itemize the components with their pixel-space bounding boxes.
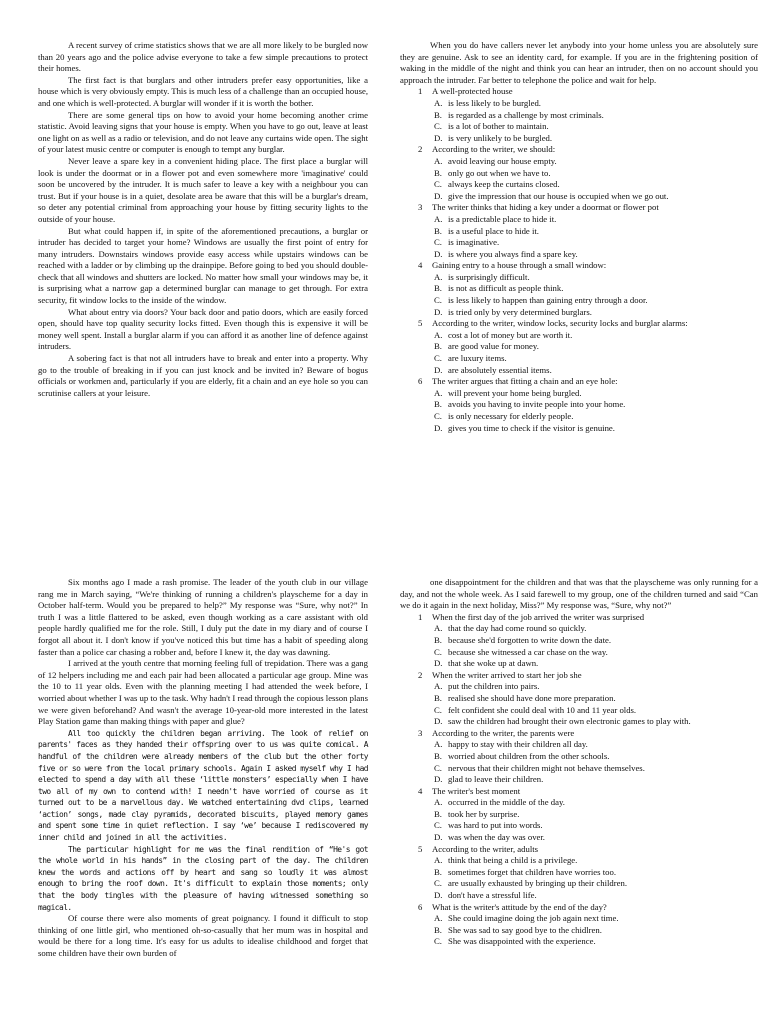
question-stem-row: [400, 376, 758, 388]
option-letter: D.: [434, 832, 443, 843]
answer-option: [400, 751, 758, 763]
answer-option: [400, 365, 758, 377]
option-letter: C.: [434, 762, 442, 773]
option-text: give the impression that our house is occupied when we go out.: [448, 190, 669, 201]
answer-option: [400, 647, 758, 659]
option-text: She was disappointed with the experience.: [448, 936, 596, 947]
answer-option: [400, 226, 758, 238]
answer-option: [400, 739, 758, 751]
option-letter: C.: [434, 704, 442, 715]
option-text: are absolutely essential items.: [448, 364, 552, 375]
option-letter: C.: [434, 295, 442, 306]
answer-option: [400, 272, 758, 284]
answer-option: [400, 913, 758, 925]
paragraph: A sobering fact is that not all intruders have to break and enter into a property. Why go to the trouble of breaking in if you can just knock and be invited in? Beware of bogus officials or workmen and, particularly if you are elderly, fit a chain and an eye hole so you can scrutinise callers at your leisure.: [38, 353, 368, 398]
question: [400, 786, 758, 844]
question-number: 3: [418, 727, 423, 738]
option-letter: D.: [434, 422, 443, 433]
answer-option: [400, 423, 758, 435]
option-text: was when the day was over.: [448, 832, 545, 843]
option-text: avoids you having to invite people into your home.: [448, 399, 626, 410]
answer-option: [400, 191, 758, 203]
answer-option: [400, 867, 758, 879]
answer-option: [400, 168, 758, 180]
answer-option: [400, 179, 758, 191]
question: [400, 86, 758, 144]
option-letter: A.: [434, 797, 443, 808]
question: [400, 844, 758, 902]
option-letter: C.: [434, 411, 442, 421]
option-letter: A.: [434, 271, 443, 282]
option-text: because she witnessed a car chase on the way.: [448, 646, 608, 657]
option-letter: B.: [434, 225, 442, 236]
answer-option: [400, 681, 758, 693]
option-letter: B.: [434, 634, 442, 645]
option-text: is a useful place to hide it.: [448, 225, 539, 236]
paragraph: Never leave a spare key in a convenient hiding place. The first place a burglar will look is under the doormat or in a flower pot and even somewhere more 'imaginative' could soon be uncovered by the intruder. It is much safer to leave a key with a neighbour you can trust. But if your house is in a quiet, desolate area be aware that this will be a burglar's dream, so deter any potential criminal from approaching your house by fitting security lights to the outside of your house.: [38, 155, 368, 224]
option-letter: B.: [434, 341, 442, 352]
question-stem: According to the writer, we should:: [432, 144, 556, 155]
answer-option: [400, 623, 758, 635]
paragraph: What about entry via doors? Your back door and patio doors, which are easily forced open, should have top quality security locks fitted. Even though this is expensive it will be money well spent. Install a burglar alarm if you can afford it as another line of defence against intruders.: [38, 306, 368, 352]
answer-option: [400, 855, 758, 867]
question-number: 5: [418, 843, 423, 854]
passage-2-column-left: [38, 577, 368, 960]
question-stem-row: [400, 144, 758, 156]
option-text: felt confident she could deal with 10 and 11 year olds.: [448, 704, 637, 715]
option-text: that she woke up at dawn.: [448, 658, 539, 669]
answer-option: [400, 763, 758, 775]
answer-option: [400, 635, 758, 647]
option-text: is not as difficult as people think.: [448, 283, 564, 294]
paragraph: A recent survey of crime statistics shows that we are all more likely to be burgled now than 20 years ago and the police advise everyone to take a few simple precautions to protect their homes.: [38, 40, 368, 74]
option-letter: A.: [434, 213, 443, 224]
option-text: gives you time to check if the visitor is genuine.: [448, 422, 615, 433]
question-stem: The writer's best moment: [432, 785, 521, 796]
answer-option: [400, 353, 758, 365]
option-text: is tried only by very determined burglars.: [448, 306, 592, 317]
question-stem: A well-protected house: [432, 86, 513, 97]
paragraph: I arrived at the youth centre that morning feeling full of trepidation. There was a gang of 12 helpers including me and each pair had been allocated a particular age group. Mine was the 10 to 11 year olds. Even with the planning meeting I had attended the week before, I worried about whether I was up to the task. Why hadn't I read through the copious lesson plans we were given beforehand? And wasn't the average 10-year-old more interested in the latest Play Station game than making things with paper and glue?: [38, 658, 369, 727]
option-text: are usually exhausted by bringing up their children.: [448, 878, 628, 889]
question: [400, 260, 758, 318]
answer-option: [400, 98, 758, 110]
answer-option: [400, 716, 758, 728]
option-text: nervous that their children might not behave themselves.: [448, 762, 645, 773]
question: [400, 670, 758, 728]
option-text: is less likely to be burgled.: [448, 97, 541, 108]
question-stem-row: [400, 260, 758, 272]
option-text: glad to leave their children.: [448, 774, 544, 785]
answer-option: [400, 295, 758, 307]
question: [400, 728, 758, 786]
option-letter: A.: [434, 329, 443, 340]
option-letter: D.: [434, 890, 443, 901]
answer-option: [400, 156, 758, 168]
answer-option: [400, 307, 758, 319]
question-stem: According to the writer, the parents were: [432, 727, 575, 738]
option-letter: A.: [434, 681, 443, 692]
option-letter: A.: [434, 623, 443, 634]
question: [400, 612, 758, 670]
passage-2-column-right: [400, 577, 758, 948]
paragraph: But what could happen if, in spite of the aforementioned precautions, a burglar or intruder has decided to target your home? Windows are usually the first point of entry for many intruders. Downstairs windows provide easy access while upstairs windows can be reached with a ladder or by climbing up the drainpipe. Before going to bed you should double-check that all windows and shutters are locked. No matter how small your windows may be, it is surprising what a narrow gap a determined burglar can manage to get through. For extra security, fit window locks to the inside of the window.: [38, 225, 368, 306]
answer-option: [400, 797, 758, 809]
option-text: happy to stay with their children all day.: [448, 739, 588, 750]
option-letter: A.: [434, 155, 443, 166]
option-letter: C.: [434, 353, 442, 364]
question-number: 2: [418, 144, 423, 155]
paragraph: The first fact is that burglars and other intruders prefer easy opportunities, like a house which is very obviously empty. This is much less of a challenge than an occupied house, and one which is well-protected. A burglar will wonder if it is worth the bother.: [38, 74, 368, 108]
question-stem-row: [400, 786, 758, 798]
paragraph: All too quickly the children began arriving. The look of relief on parents' faces as they handed their offspring over to us was quite comical. A handful of the children were already members of the club but the other forty five or so were from the local primary schools. Again I asked myself why I had elected to spend a day with all these ‘little monsters’ especially when I have two all of my own to contend with! I needn't have worried of course as it turned out to be a marvellous day. We watched entertaining dvd clips, learned ‘action’ songs, made clay pyramids, decorated biscuits, played memory games and spent some time in quiet reflection. I say ‘we’ because I rediscovered my inner child and joined in all the activities.: [38, 728, 368, 843]
option-letter: C.: [434, 878, 442, 889]
paragraph: There are some general tips on how to avoid your home becoming another crime statistic. Avoid leaving signs that your house is empty. When you have to go out, leave at least one light on as well as a radio or television, and do not leave any curtains wide open. The sight of your latest music centre or computer is enough to tempt any burglar.: [38, 109, 368, 155]
answer-option: [400, 110, 758, 122]
question-stem-row: [400, 86, 758, 98]
option-text: are luxury items.: [448, 353, 507, 364]
answer-option: [400, 658, 758, 670]
option-letter: A.: [434, 739, 443, 750]
answer-option: [400, 341, 758, 353]
option-letter: B.: [434, 924, 442, 935]
option-letter: C.: [434, 179, 442, 190]
answer-option: [400, 133, 758, 145]
option-text: always keep the curtains closed.: [448, 179, 560, 190]
question-stem: What is the writer's attitude by the end of the day?: [432, 901, 607, 912]
passage-1-column-right: [400, 40, 758, 434]
question-stem-row: [400, 612, 758, 624]
option-letter: B.: [434, 399, 442, 410]
question-number: 1: [418, 611, 423, 622]
answer-option: [400, 330, 758, 342]
answer-option: [400, 214, 758, 226]
answer-option: [400, 820, 758, 832]
option-text: is very unlikely to be burgled.: [448, 132, 553, 143]
passage-1-column-left: [38, 40, 368, 399]
option-letter: A.: [434, 97, 443, 108]
option-text: is only necessary for elderly people.: [448, 411, 574, 421]
option-text: is a lot of bother to maintain.: [448, 121, 549, 132]
option-text: is less likely to happen than gaining entry through a door.: [448, 295, 648, 306]
option-text: She could imagine doing the job again next time.: [448, 913, 619, 924]
option-letter: A.: [434, 387, 443, 398]
paragraph: The particular highlight for me was the final rendition of “He's got the whole world in his hands” in the closing part of the day. The children knew the words and actions off by heart and sang so loudly it was almost enough to bring the roof down. It's difficult to explain those moments; only that the body tingles with the pleasure of having witnessed something so magical.: [38, 844, 368, 912]
question-number: 2: [418, 669, 423, 680]
question-number: 4: [418, 785, 423, 796]
answer-option: [400, 237, 758, 249]
option-letter: B.: [434, 167, 442, 178]
question: [400, 144, 758, 202]
option-letter: B.: [434, 283, 442, 294]
option-letter: D.: [434, 132, 443, 143]
answer-option: [400, 399, 758, 411]
option-letter: D.: [434, 658, 443, 669]
question-stem-row: [400, 318, 758, 330]
answer-option: [400, 925, 758, 937]
paragraph: When you do have callers never let anybody into your home unless you are absolutely sure they are genuine. Ask to see an identity card, for example. If you are in the frightening position of waking in the middle of the night and think you can hear an intruder, then on no account should you approach the intruder. Far better to telephone the police and wait for help.: [400, 40, 758, 85]
option-text: will prevent your home being burgled.: [448, 387, 582, 398]
paragraph: Of course there were also moments of great poignancy. I found it difficult to stop thinking of one little girl, who mentioned oh-so-casually that her mum was in hospital and would be there for a long time. It's easy for us adults to idealise childhood and forget that some children have their own burden of: [38, 913, 368, 958]
option-text: occurred in the middle of the day.: [448, 797, 565, 808]
answer-option: [400, 809, 758, 821]
question-number: 3: [418, 202, 423, 213]
option-letter: A.: [434, 913, 443, 924]
option-text: took her by surprise.: [448, 808, 520, 819]
option-text: is where you always find a spare key.: [448, 248, 578, 259]
option-text: think that being a child is a privilege.: [448, 855, 578, 866]
paragraph: one disappointment for the children and that was that the playscheme was only running for a day, and not the whole week. As I said farewell to my group, one of the children turned and said “Can we do it again in the next holiday, Miss?” My response was, “Sure, why not?”: [400, 577, 758, 611]
option-text: because she'd forgotten to write down the date.: [448, 634, 612, 645]
answer-option: [400, 878, 758, 890]
question-number: 6: [418, 376, 423, 387]
answer-option: [400, 774, 758, 786]
option-text: avoid leaving our house empty.: [448, 155, 557, 166]
option-letter: B.: [434, 109, 442, 120]
option-letter: A.: [434, 855, 443, 866]
question-stem: According to the writer, window locks, security locks and burglar alarms:: [432, 318, 688, 329]
option-text: was hard to put into words.: [448, 820, 543, 831]
question: [400, 376, 758, 434]
option-text: that the day had come round so quickly.: [448, 623, 587, 634]
answer-option: [400, 936, 758, 948]
paragraph: Six months ago I made a rash promise. The leader of the youth club in our village rang me in March saying, “We're thinking of running a children's playscheme for a day in October half-term. Would you be prepared to help?” My response was “Sure, why not?” In truth I was a little flattered to be asked, even though working as a care assistant with old people hardly qualified me for the role. Still, I duly put the date in my diary and of course I forgot all about it. I don't know if you've noticed this but time has a habit of speeding along faster than a police car chasing a robber and, before I knew it, the day was dawning.: [38, 577, 368, 657]
question-stem-row: [400, 902, 758, 914]
option-letter: B.: [434, 808, 442, 819]
option-letter: C.: [434, 646, 442, 657]
option-letter: D.: [434, 190, 443, 201]
question-stem: The writer argues that fitting a chain and an eye hole:: [432, 376, 618, 387]
option-text: only go out when we have to.: [448, 167, 551, 178]
option-letter: D.: [434, 774, 443, 785]
option-letter: B.: [434, 692, 442, 703]
question-stem: When the first day of the job arrived the writer was surprised: [432, 611, 645, 622]
option-text: are good value for money.: [448, 341, 539, 352]
option-text: is regarded as a challenge by most criminals.: [448, 109, 604, 120]
answer-option: [400, 705, 758, 717]
option-text: is surprisingly difficult.: [448, 271, 530, 282]
answer-option: [400, 890, 758, 902]
option-letter: D.: [434, 248, 443, 259]
option-letter: B.: [434, 866, 442, 877]
answer-option: [400, 388, 758, 400]
option-letter: B.: [434, 750, 442, 761]
answer-option: [400, 832, 758, 844]
option-letter: C.: [434, 237, 442, 248]
question-stem: The writer thinks that hiding a key under a doormat or flower pot: [432, 202, 659, 213]
option-text: is imaginative.: [448, 237, 500, 248]
option-text: is a predictable place to hide it.: [448, 213, 557, 224]
option-letter: C.: [434, 820, 442, 831]
answer-option: [400, 411, 758, 423]
answer-option: [400, 249, 758, 261]
question-stem-row: [400, 202, 758, 214]
option-text: saw the children had brought their own electronic games to play with.: [448, 716, 691, 727]
question-number: 1: [418, 86, 423, 97]
question-stem: According to the writer, adults: [432, 843, 539, 854]
option-text: cost a lot of money but are worth it.: [448, 329, 573, 340]
question-stem: When the writer arrived to start her job she: [432, 669, 582, 680]
option-text: put the children into pairs.: [448, 681, 540, 692]
option-letter: D.: [434, 364, 443, 375]
option-letter: D.: [434, 716, 443, 727]
question-stem: Gaining entry to a house through a small window:: [432, 260, 607, 271]
question-stem-row: [400, 844, 758, 856]
question-stem-row: [400, 670, 758, 682]
answer-option: [400, 693, 758, 705]
question: [400, 902, 758, 948]
option-letter: D.: [434, 306, 443, 317]
option-letter: C.: [434, 121, 442, 132]
option-text: worried about children from the other schools.: [448, 750, 610, 761]
question-number: 4: [418, 260, 423, 271]
answer-option: [400, 121, 758, 133]
option-text: sometimes forget that children have worries too.: [448, 866, 616, 877]
option-letter: C.: [434, 936, 442, 947]
answer-option: [400, 283, 758, 295]
option-text: realised she should have done more preparation.: [448, 692, 616, 703]
option-text: She was sad to say good bye to the chidlren.: [448, 924, 602, 935]
question-number: 5: [418, 318, 423, 329]
question: [400, 202, 758, 260]
question: [400, 318, 758, 376]
option-text: don't have a stressful life.: [448, 890, 537, 901]
question-number: 6: [418, 901, 423, 912]
question-stem-row: [400, 728, 758, 740]
